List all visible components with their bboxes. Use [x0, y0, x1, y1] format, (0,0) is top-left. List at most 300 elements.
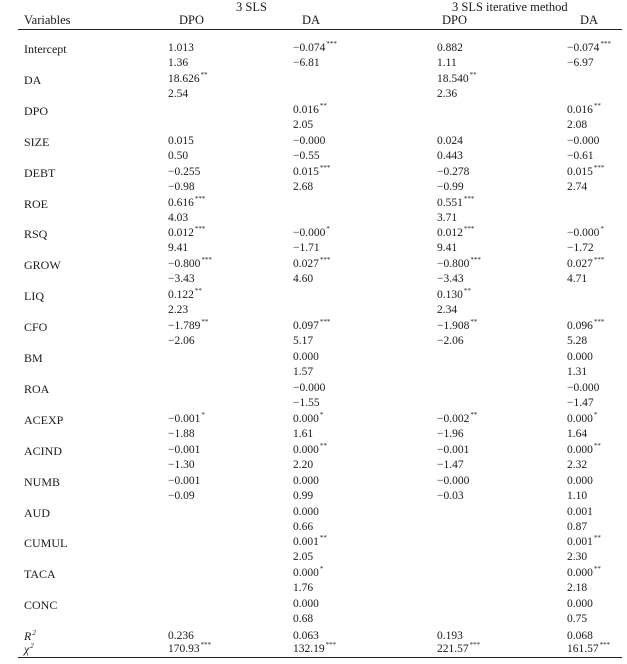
- tstat-cell-value: −6.97: [567, 57, 594, 69]
- coefficient-cell: [567, 227, 604, 240]
- tstat-cell: [567, 242, 594, 255]
- coefficient-cell-value: 0.000: [293, 598, 319, 611]
- significance-stars: ***: [463, 225, 475, 234]
- tstat-cell: [293, 551, 313, 564]
- variable-label: AUD: [24, 505, 50, 520]
- r2-cell-value: 0.236: [168, 630, 194, 642]
- tstat-cell: [293, 521, 313, 534]
- chi2-cell-value: 161.57: [567, 643, 599, 655]
- coefficient-cell: [293, 42, 337, 55]
- coefficient-cell-value: 0.016: [293, 103, 319, 116]
- tstat-cell-value: −1.47: [437, 458, 464, 471]
- coefficient-cell: [293, 567, 323, 580]
- coefficient-cell-value: 1.013: [168, 42, 194, 54]
- tstat-cell: [567, 273, 587, 286]
- tstat-cell-value: 4.60: [293, 273, 314, 286]
- tstat-cell: [293, 459, 313, 472]
- tstat-cell-value: 5.17: [293, 335, 314, 348]
- coefficient-cell-value: 0.012: [437, 227, 463, 240]
- tstat-cell: [293, 582, 313, 595]
- r2-cell: [437, 630, 463, 643]
- coefficient-cell-value: 18.540: [437, 72, 469, 85]
- coefficient-cell-value: 0.015: [168, 134, 194, 147]
- r2-cell-value: 0.068: [567, 630, 593, 642]
- coefficient-cell: [293, 320, 330, 333]
- coefficient-cell: [293, 536, 327, 549]
- significance-stars: *: [600, 225, 604, 234]
- significance-stars: ***: [325, 641, 337, 649]
- tstat-cell-value: 2.68: [293, 180, 314, 193]
- coefficient-cell: [168, 70, 208, 86]
- tstat-cell: [168, 490, 195, 503]
- coefficient-cell-value: −1.789: [168, 320, 201, 333]
- tstat-cell-value: −0.09: [168, 489, 195, 502]
- coefficient-cell: [168, 289, 202, 302]
- significance-stars: *: [593, 410, 598, 419]
- coefficient-cell-value: −0.000: [293, 227, 326, 240]
- tstat-cell-value: −1.30: [168, 458, 195, 471]
- significance-stars: **: [319, 441, 327, 450]
- tstat-cell-value: 2.05: [293, 118, 314, 131]
- coefficient-cell: [437, 166, 469, 179]
- coefficient-cell-value: 0.096: [567, 320, 593, 333]
- significance-stars: ***: [194, 225, 206, 234]
- tstat-cell: [437, 150, 463, 163]
- coefficient-cell-value: −0.002: [437, 412, 470, 425]
- coefficient-cell-value: 0.000: [293, 443, 319, 456]
- tstat-cell-value: 2.74: [567, 180, 588, 193]
- tstat-cell-value: 2.30: [567, 551, 588, 564]
- coefficient-cell-value: −0.001: [437, 443, 470, 456]
- coefficient-cell-value: −0.074: [293, 42, 326, 54]
- tstat-cell-value: −0.61: [567, 149, 594, 162]
- tstat-cell-value: 9.41: [168, 242, 189, 255]
- coefficient-cell-value: 0.000: [293, 412, 319, 425]
- coefficient-cell-value: 0.000: [567, 567, 593, 580]
- coefficient-cell-value: −0.000: [437, 474, 470, 487]
- coefficient-cell: [293, 410, 324, 426]
- coefficient-cell-value: −0.000: [567, 381, 600, 394]
- tstat-cell: [293, 335, 313, 348]
- variable-label: TACA: [24, 567, 56, 582]
- tstat-cell-value: 3.71: [437, 211, 458, 224]
- coefficient-cell: [168, 135, 194, 148]
- tstat-cell: [293, 273, 313, 286]
- tstat-cell-value: 0.50: [168, 149, 189, 162]
- significance-stars: ***: [469, 641, 481, 649]
- variable-label: CONC: [24, 598, 58, 613]
- coefficient-cell: [293, 135, 325, 148]
- coefficient-cell-value: 0.000: [293, 351, 319, 363]
- significance-stars: **: [463, 287, 471, 296]
- tstat-cell: [293, 181, 313, 194]
- significance-stars: *: [319, 410, 324, 419]
- variable-label: ROE: [24, 196, 48, 211]
- coefficient-cell: [437, 320, 477, 333]
- coefficient-cell-value: 0.000: [293, 474, 319, 487]
- coefficient-cell-value: 0.001: [567, 505, 593, 518]
- tstat-cell-value: 2.36: [437, 87, 458, 100]
- tstat-cell: [567, 335, 587, 348]
- coefficient-cell-value: −0.001: [168, 412, 201, 425]
- significance-stars: *: [319, 565, 324, 574]
- column-header-variables: Variables: [24, 13, 71, 27]
- footnote: [24, 655, 624, 664]
- coefficient-cell-value: 0.616: [168, 196, 194, 209]
- coefficient-cell: [168, 194, 206, 210]
- significance-stars: **: [593, 534, 601, 543]
- tstat-cell-value: 0.99: [293, 489, 314, 502]
- tstat-cell: [168, 304, 188, 317]
- significance-stars: ***: [593, 163, 605, 172]
- tstat-cell: [567, 551, 587, 564]
- coefficient-cell-value: −0.001: [168, 474, 201, 487]
- coefficient-cell-value: −0.800: [437, 258, 470, 271]
- tstat-cell-value: −6.81: [293, 57, 320, 69]
- significance-stars: ***: [600, 40, 611, 48]
- tstat-cell: [437, 242, 457, 255]
- tstat-cell-value: −0.98: [168, 180, 195, 193]
- coefficient-cell: [567, 410, 598, 426]
- coefficient-cell: [168, 42, 194, 55]
- coefficient-cell: [437, 475, 469, 488]
- tstat-cell: [567, 150, 594, 163]
- significance-stars: ***: [319, 318, 331, 327]
- tstat-cell: [293, 613, 313, 626]
- significance-stars: *: [326, 225, 330, 234]
- tstat-cell: [293, 366, 313, 379]
- tstat-cell-value: 2.18: [567, 582, 588, 595]
- significance-stars: **: [319, 101, 327, 110]
- tstat-cell: [567, 57, 594, 70]
- coefficient-cell-value: 0.024: [437, 134, 463, 147]
- significance-stars: ***: [593, 318, 605, 327]
- tstat-cell-value: −0.55: [293, 149, 320, 162]
- coefficient-cell: [293, 475, 319, 488]
- significance-stars: ***: [593, 256, 605, 265]
- coefficient-cell: [437, 289, 471, 302]
- coefficient-cell: [168, 227, 205, 240]
- coefficient-cell-value: 0.000: [567, 351, 593, 363]
- coefficient-cell: [567, 163, 605, 179]
- significance-stars: ***: [326, 40, 337, 48]
- tstat-cell: [293, 428, 313, 441]
- tstat-cell-value: −3.43: [168, 273, 195, 286]
- coefficient-cell: [168, 320, 208, 333]
- chi2-cell-value: 170.93: [168, 643, 200, 655]
- significance-stars: **: [593, 565, 601, 574]
- tstat-cell-value: 2.34: [437, 304, 458, 317]
- tstat-cell-value: 2.20: [293, 458, 314, 471]
- tstat-cell: [567, 366, 587, 379]
- significance-stars: *: [201, 410, 205, 419]
- tstat-cell: [567, 582, 587, 595]
- tstat-cell-value: 1.76: [293, 582, 314, 595]
- coefficient-cell-value: 0.000: [293, 567, 319, 580]
- tstat-cell: [567, 181, 587, 194]
- coefficient-cell-value: −0.000: [293, 381, 326, 394]
- coefficient-cell: [567, 536, 601, 549]
- variable-label: ROA: [24, 381, 50, 396]
- variable-label: CUMUL: [24, 536, 68, 551]
- significance-stars: **: [593, 101, 601, 110]
- coefficient-cell-value: 0.000: [567, 412, 593, 425]
- tstat-cell: [168, 212, 188, 225]
- tstat-cell-value: 0.443: [437, 149, 463, 162]
- tstat-cell-value: 1.61: [293, 427, 314, 440]
- tstat-cell-value: −0.99: [437, 180, 464, 193]
- significance-stars: **: [470, 318, 478, 327]
- significance-stars: ***: [200, 641, 212, 649]
- tstat-cell: [437, 88, 457, 101]
- coefficient-cell-value: 0.015: [567, 165, 593, 178]
- tstat-cell: [567, 521, 587, 534]
- tstat-cell: [293, 242, 320, 255]
- coefficient-cell: [168, 166, 200, 179]
- tstat-cell-value: 0.87: [567, 520, 588, 533]
- variable-label: RSQ: [24, 227, 48, 242]
- tstat-cell: [567, 119, 587, 132]
- tstat-cell-value: 1.31: [567, 366, 588, 378]
- coefficient-cell-value: 0.001: [567, 536, 593, 549]
- variable-label: DA: [24, 72, 42, 87]
- coefficient-cell-value: 0.000: [567, 598, 593, 611]
- tstat-cell: [168, 428, 195, 441]
- tstat-cell-value: 2.32: [567, 458, 588, 471]
- significance-stars: ***: [201, 256, 212, 265]
- coefficient-cell: [567, 135, 599, 148]
- coefficient-cell: [437, 70, 477, 86]
- tstat-cell: [437, 490, 464, 503]
- variable-label: DPO: [24, 103, 49, 118]
- tstat-cell-value: 5.28: [567, 335, 588, 348]
- coefficient-cell: [168, 444, 200, 457]
- coefficient-cell: [293, 598, 319, 611]
- coefficient-cell-value: −0.000: [567, 227, 600, 240]
- tstat-cell-value: −1.71: [293, 242, 320, 255]
- coefficient-cell: [437, 194, 475, 210]
- r2-cell: [567, 630, 593, 643]
- coefficient-cell: [437, 444, 469, 457]
- r2-cell-value: 0.193: [437, 630, 463, 642]
- tstat-cell: [168, 150, 188, 163]
- group-header-3sls-iterative: 3 SLS iterative method: [452, 0, 568, 14]
- coefficient-cell: [437, 135, 463, 148]
- coefficient-cell: [293, 506, 319, 519]
- variable-label: BM: [24, 351, 43, 365]
- coefficient-cell: [168, 475, 200, 488]
- coefficient-cell: [567, 258, 604, 271]
- tstat-cell: [567, 397, 594, 410]
- coefficient-cell: [168, 258, 212, 271]
- coefficient-cell: [168, 410, 205, 426]
- tstat-cell-value: 1.10: [567, 489, 588, 502]
- coefficient-cell-value: 0.027: [293, 258, 319, 271]
- chi2-cell-value: 132.19: [293, 643, 325, 655]
- coefficient-cell: [567, 475, 593, 488]
- coefficient-cell-value: −0.255: [168, 165, 201, 178]
- coefficient-cell-value: −0.074: [567, 42, 600, 54]
- coefficient-cell-value: −0.001: [168, 443, 201, 456]
- significance-stars: **: [200, 70, 208, 79]
- coefficient-cell: [437, 410, 478, 426]
- coefficient-cell: [293, 258, 330, 271]
- chi2-cell-value: 221.57: [437, 643, 469, 655]
- variable-label: ACEXP: [24, 412, 64, 427]
- coefficient-cell-value: 0.000: [567, 443, 593, 456]
- tstat-cell-value: 2.05: [293, 551, 314, 564]
- coefficient-cell: [293, 441, 327, 457]
- coefficient-cell-value: 0.097: [293, 320, 319, 333]
- coefficient-cell-value: 0.882: [437, 42, 463, 54]
- tstat-cell: [168, 242, 188, 255]
- tstat-cell-value: 0.75: [567, 613, 588, 626]
- variable-label: SIZE: [24, 134, 50, 149]
- coefficient-cell-value: −0.278: [437, 165, 470, 178]
- coefficient-cell-value: 0.001: [293, 536, 319, 549]
- coefficient-cell-value: 0.000: [293, 505, 319, 518]
- coefficient-cell: [437, 42, 463, 55]
- tstat-cell-value: 2.08: [567, 118, 588, 131]
- column-header-da-3sls: DA: [302, 13, 321, 27]
- tstat-cell-value: 0.66: [293, 520, 314, 533]
- tstat-cell: [293, 150, 320, 163]
- tstat-cell: [168, 57, 188, 70]
- significance-stars: **: [201, 318, 209, 327]
- tstat-cell: [437, 212, 457, 225]
- coefficient-cell-value: −0.000: [293, 134, 326, 147]
- coefficient-cell: [567, 598, 593, 611]
- coefficient-cell-value: 0.027: [567, 258, 593, 271]
- coefficient-cell-value: −0.000: [567, 134, 600, 147]
- tstat-cell-value: −3.43: [437, 273, 464, 286]
- significance-stars: ***: [470, 256, 481, 265]
- tstat-cell: [567, 613, 587, 626]
- coefficient-cell: [567, 567, 601, 580]
- tstat-cell-value: 2.23: [168, 304, 189, 317]
- coefficient-cell: [293, 382, 325, 395]
- coefficient-cell-value: 0.000: [567, 474, 593, 487]
- tstat-cell: [437, 273, 464, 286]
- tstat-cell: [293, 490, 313, 503]
- variable-label: DEBT: [24, 165, 56, 180]
- variable-label: GROW: [24, 258, 61, 273]
- tstat-cell-value: 4.71: [567, 273, 588, 286]
- variable-label: LIQ: [24, 289, 44, 304]
- tstat-cell: [168, 459, 195, 472]
- significance-stars: ***: [599, 641, 611, 649]
- column-header-da-iterative: DA: [580, 13, 599, 27]
- coefficient-cell: [567, 320, 604, 333]
- tstat-cell-value: 1.64: [567, 427, 588, 440]
- coefficient-cell: [567, 42, 611, 55]
- coefficient-cell-value: 18.626: [168, 72, 200, 85]
- tstat-cell-value: 4.03: [168, 211, 189, 224]
- tstat-cell: [437, 304, 457, 317]
- tstat-cell-value: 1.36: [168, 57, 189, 69]
- r2-cell-value: 0.063: [293, 630, 319, 642]
- tstat-cell-value: −2.06: [168, 335, 195, 348]
- coefficient-cell-value: 0.016: [567, 103, 593, 116]
- tstat-cell-value: −2.06: [437, 335, 464, 348]
- r2-cell: [168, 630, 194, 643]
- tstat-cell: [437, 57, 457, 70]
- tstat-cell-value: 1.57: [293, 366, 314, 378]
- coefficient-cell: [293, 101, 327, 117]
- significance-stars: **: [469, 70, 477, 79]
- significance-stars: ***: [319, 163, 331, 172]
- r2-cell: [293, 630, 319, 643]
- variable-label: NUMB: [24, 474, 61, 489]
- variable-label: Intercept: [24, 42, 67, 56]
- coefficient-cell-value: 0.122: [168, 289, 194, 302]
- column-header-dpo-3sls: DPO: [179, 13, 205, 27]
- tstat-cell: [437, 181, 464, 194]
- coefficient-cell: [567, 506, 593, 519]
- tstat-cell: [567, 428, 587, 441]
- coefficient-cell: [567, 441, 601, 457]
- variable-label: CFO: [24, 320, 48, 335]
- chi2-label: $\chi^2$: [24, 642, 34, 656]
- coefficient-cell-value: 0.015: [293, 165, 319, 178]
- tstat-cell: [168, 88, 188, 101]
- tstat-cell: [437, 428, 464, 441]
- coefficient-cell: [293, 163, 331, 179]
- group-header-3sls: 3 SLS: [236, 0, 267, 14]
- coefficient-cell: [567, 382, 599, 395]
- tstat-cell-value: −1.55: [293, 396, 320, 409]
- coefficient-cell-value: 0.130: [437, 289, 463, 302]
- coefficient-cell-value: 0.551: [437, 196, 463, 209]
- tstat-cell: [168, 181, 195, 194]
- tstat-cell-value: 1.11: [437, 57, 457, 69]
- tstat-cell: [567, 459, 587, 472]
- top-rule: [18, 29, 622, 30]
- coefficient-cell: [437, 258, 481, 271]
- coefficient-cell-value: −1.908: [437, 320, 470, 333]
- tstat-cell-value: −1.88: [168, 427, 195, 440]
- coefficient-cell: [293, 227, 330, 240]
- tstat-cell-value: −1.72: [567, 242, 594, 255]
- tstat-cell: [293, 57, 320, 70]
- tstat-cell-value: 2.54: [168, 87, 189, 100]
- tstat-cell: [168, 273, 195, 286]
- variable-label: ACIND: [24, 443, 62, 458]
- tstat-cell-value: −1.47: [567, 396, 594, 409]
- coefficient-cell: [437, 227, 474, 240]
- tstat-cell-value: −0.03: [437, 489, 464, 502]
- coefficient-cell-value: 0.012: [168, 227, 194, 240]
- significance-stars: **: [319, 534, 327, 543]
- coefficient-cell: [567, 351, 593, 364]
- significance-stars: **: [593, 441, 601, 450]
- tstat-cell: [293, 119, 313, 132]
- tstat-cell-value: 9.41: [437, 242, 458, 255]
- coefficient-cell-value: −0.800: [168, 258, 201, 271]
- column-header-dpo-iterative: DPO: [442, 13, 468, 27]
- significance-stars: ***: [319, 256, 331, 265]
- significance-stars: ***: [194, 194, 206, 203]
- coefficient-cell: [567, 101, 601, 117]
- tstat-cell: [567, 490, 587, 503]
- significance-stars: **: [194, 287, 202, 296]
- tstat-cell: [293, 397, 320, 410]
- significance-stars: **: [470, 410, 478, 419]
- tstat-cell: [437, 335, 464, 348]
- tstat-cell-value: 0.68: [293, 613, 314, 626]
- tstat-cell-value: −1.96: [437, 427, 464, 440]
- tstat-cell: [437, 459, 464, 472]
